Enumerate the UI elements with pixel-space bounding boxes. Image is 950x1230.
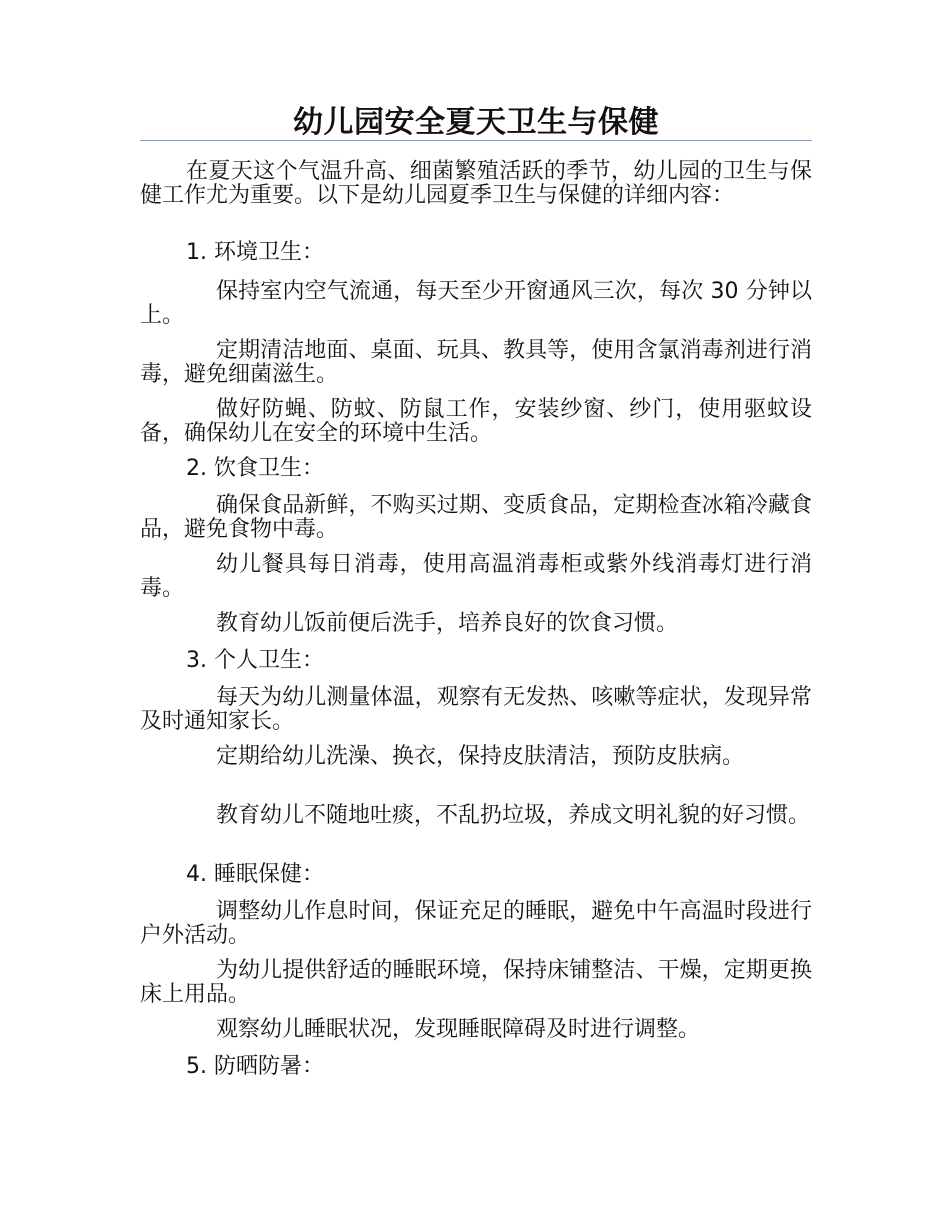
environment-item-3: 做好防蝇、防蚊、防鼠工作，安装纱窗、纱门，使用驱蚊设备，确保幼儿在安全的环境中生活。 [140,397,812,446]
diet-item-3: 教育幼儿饭前便后洗手，培养良好的饮食习惯。 [216,611,679,636]
intro-paragraph: 在夏天这个气温升高、细菌繁殖活跃的季节，幼儿园的卫生与保健工作尤为重要。以下是幼儿园夏季卫生与保健的详细内容： [140,159,812,208]
sleep-item-1: 调整幼儿作息时间，保证充足的睡眠，避免中午高温时段进行户外活动。 [140,899,812,948]
section-heading-sun-heat: 5. 防晒防暑： [186,1054,324,1079]
environment-item-2: 定期清洁地面、桌面、玩具、教具等，使用含氯消毒剂进行消毒，避免细菌滋生。 [140,338,812,387]
section-heading-personal: 3. 个人卫生： [186,648,324,673]
personal-item-1: 每天为幼儿测量体温，观察有无发热、咳嗽等症状，发现异常及时通知家长。 [140,685,812,734]
section-heading-diet: 2. 饮食卫生： [186,456,324,481]
environment-item-1: 保持室内空气流通，每天至少开窗通风三次，每次 30 分钟以上。 [140,279,812,328]
personal-item-2: 定期给幼儿洗澡、换衣，保持皮肤清洁，预防皮肤病。 [216,744,745,769]
title-underline [140,140,812,141]
section-heading-sleep: 4. 睡眠保健： [186,862,324,887]
document-title: 幼儿园安全夏天卫生与保健 [293,105,659,140]
sleep-item-2: 为幼儿提供舒适的睡眠环境，保持床铺整洁、干燥，定期更换床上用品。 [140,958,812,1007]
diet-item-1: 确保食品新鲜，不购买过期、变质食品，定期检查冰箱冷藏食品，避免食物中毒。 [140,493,812,542]
document-page [140,0,812,1230]
sleep-item-3: 观察幼儿睡眠状况，发现睡眠障碍及时进行调整。 [216,1017,701,1042]
diet-item-2: 幼儿餐具每日消毒，使用高温消毒柜或紫外线消毒灯进行消毒。 [140,552,812,601]
personal-item-3: 教育幼儿不随地吐痰，不乱扔垃圾，养成文明礼貌的好习惯。 [216,803,811,828]
section-heading-environment: 1. 环境卫生： [186,240,324,265]
